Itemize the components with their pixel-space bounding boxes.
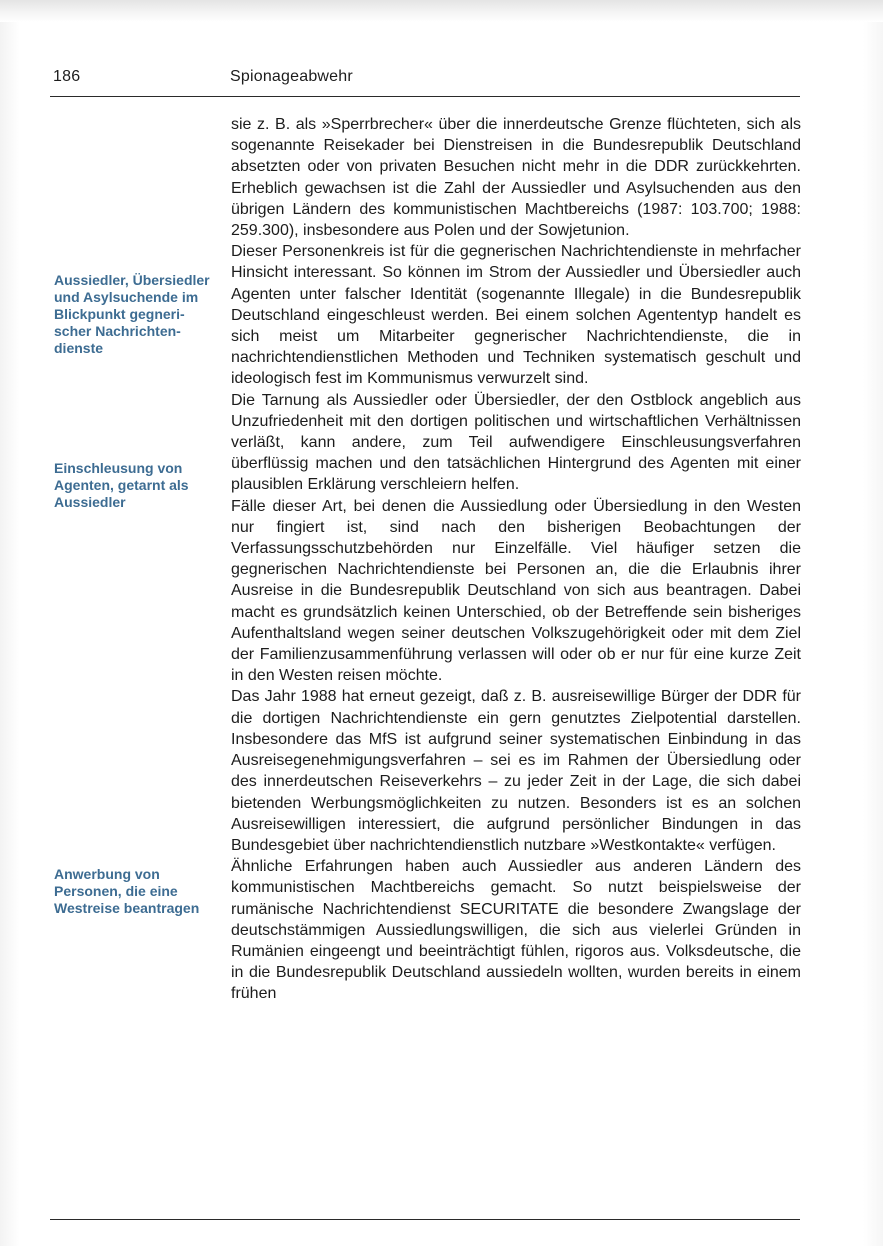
page-number: 186 xyxy=(53,68,81,85)
paragraph-3: Die Tarnung als Aussiedler oder Übersiedler, der den Ostblock angeblich aus Unzufriedenheit mit den dortigen politischen und wirtschaftlichen Verhältnissen verläßt, kann andere, zum Teil aufwendigere Einschleusungsverfahren überflüssig machen und den tatsächlichen Hintergrund des Agenten mit einer plausiblen Erklärung verschleiern helfen. xyxy=(231,391,801,494)
margin-note-anwerbung: Anwerbung von Personen, die eine Westreise beantragen xyxy=(54,866,200,916)
paragraph-1: sie z. B. als »Sperrbrecher« über die innerdeutsche Grenze flüchteten, sich als sogenannte Reisekader bei Dienstreisen in die Bundesrepublik Deutschland absetzten oder von privaten Besuchen nicht mehr in die DDR zurückkehrten. Erheblich gewachsen ist die Zahl der Aussiedler und Asylsuchenden aus den übrigen Ländern des kommunistischen Machtbereichs (1987: 103.700; 1988: 259.300), insbesondere aus Polen und der Sowjetunion. xyxy=(231,116,801,240)
paragraph-6: Ähnliche Erfahrungen haben auch Aussiedler aus anderen Ländern des kommunistischen Machtbereichs gemacht. So nutzt beispielsweise der rumänische Nachrichtendienst SECURITATE die besondere Zwangslage der deutschstämmigen Aussiedlungswilligen, die sich aus vielerlei Gründen in Rumänien eingeengt und beeinträchtigt fühlen, rigoros aus. Volksdeutsche, die in die Bundesrepublik Deutschland aussiedeln wollten, wurden bereits in einem frühen xyxy=(231,858,801,1003)
main-text-column xyxy=(231,114,801,1005)
paragraph-2: Dieser Personenkreis ist für die gegnerischen Nachrichtendienste in mehrfacher Hinsicht interessant. So können im Strom der Aussiedler und Übersiedler auch Agenten unter falscher Identität (sogenannte Illegale) in die Bundesrepublik Deutschland eingeschleust werden. Bei einem solchen Agententyp handelt es sich meist um Mitarbeiter gegnerischer Nachrichtendienste, die in nachrichtendienstlichen Methoden und Techniken systematisch geschult und ideologisch fest im Kommunismus verwurzelt sind. xyxy=(231,243,801,388)
paragraph-4: Fälle dieser Art, bei denen die Aussiedlung oder Übersiedlung in den Westen nur fingiert ist, sind nach den bisherigen Beobachtungen der Verfassungsschutzbehörden nur Einzelfälle. Viel häufiger setzen die gegnerischen Nachrichtendienste bei Personen an, die die Erlaubnis ihrer Ausreise in die Bundesrepublik Deutschland von sich aus beantragen. Dabei macht es grundsätzlich keinen Unterschied, ob der Betreffende sein bisheriges Aufenthaltsland wegen seiner deutschen Volkszugehörigkeit oder mit dem Ziel der Familienzusammenführung verlassen will oder ob er nur für eine kurze Zeit in den Westen reisen möchte. xyxy=(231,497,801,685)
footer-rule xyxy=(50,1219,800,1220)
margin-note-aussiedler: Aussiedler, Übersiedler und Asylsuchende im Blickpunkt gegnerischer Nachrichtendienste xyxy=(54,272,210,356)
margin-note-einschleusung: Einschleusung von Agenten, getarnt als Aussiedler xyxy=(54,460,189,510)
running-title: Spionageabwehr xyxy=(230,68,353,85)
running-header xyxy=(50,64,800,97)
scan-top-shadow xyxy=(0,0,883,22)
paragraph-5: Das Jahr 1988 hat erneut gezeigt, daß z. B. ausreisewillige Bürger der DDR für die dortigen Nachrichtendienste ein gern genutztes Zielpotential darstellen. Insbesondere das MfS ist aufgrund seiner systematischen Einbindung in das Ausreisegenehmigungsverfahren – sei es im Rahmen der Übersiedlung oder des innerdeutschen Reiseverkehrs – zu jeder Zeit in der Lage, die sich dabei bietenden Werbungsmöglichkeiten zu nutzen. Besonders ist es an solchen Ausreisewilligen interessiert, die aufgrund persönlicher Bindungen in das Bundesgebiet über nachrichtendienstlich nutzbare »Westkontakte« verfügen. xyxy=(231,688,801,854)
